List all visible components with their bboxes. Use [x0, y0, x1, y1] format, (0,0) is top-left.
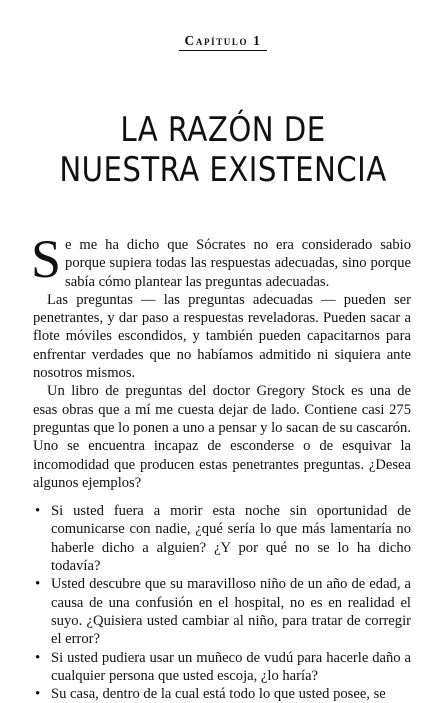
- list-item-text: Si usted pudiera usar un muñeco de vudú para hacerle daño a cualquier persona que usted escoja, ¿lo haría?: [51, 649, 411, 684]
- list-item: [33, 502, 411, 575]
- chapter-label-text: Capítulo 1: [179, 33, 268, 51]
- list-item-text: Su casa, dentro de la cual está todo lo que usted posee, se: [51, 686, 386, 703]
- list-item-text: Si usted fuera a morir esta noche sin oportunidad de comunicarse con nadie, ¿qué sería lo que más lamentaría no haberle dicho a alguien? ¿Y por qué no se lo ha dicho todavía?: [51, 503, 411, 575]
- paragraph-3: Un libro de preguntas del doctor Gregory Stock es una de esas obras que a mí me cuesta dejar de lado. Contiene casi 275 preguntas que lo ponen a uno a pensar y lo sacan de su cascarón. Uno se encuentra incapaz de esconderse o de esquivar la incomodidad que producen estas penetrantes preguntas. ¿Desea algunos ejemplos?: [33, 383, 411, 491]
- paragraph-1: [31, 229, 411, 291]
- body-text: [31, 229, 411, 703]
- paragraph-1-text: e me ha dicho que Sócrates no era considerado sabio porque supiera todas las respuestas adecuadas, sino porque sabía cómo plantear las preguntas adecuadas.: [65, 237, 411, 290]
- chapter-title-line-1: LA RAZÓN DE: [120, 110, 326, 150]
- bullet-icon: •: [35, 576, 41, 593]
- list-item: [33, 575, 411, 648]
- list-item: [33, 685, 411, 703]
- question-list: [33, 502, 411, 703]
- chapter-title: [31, 110, 415, 190]
- paragraph-2: Las preguntas — las preguntas adecuadas — pueden ser penetrantes, y dar paso a respuestas reveladoras. Pueden sacar a flote móviles escondidos, y también pueden capacitarnos para enfrentar verdades que no habíamos admitido ni siquiera ante nosotros mismos.: [33, 291, 411, 382]
- bullet-icon: •: [35, 686, 41, 703]
- list-item: [33, 649, 411, 686]
- bullet-icon: •: [35, 503, 41, 520]
- bullet-icon: •: [35, 649, 41, 666]
- list-item-text: Usted descubre que su maravilloso niño de un año de edad, a causa de una confusión en el hospital, no es en realidad el suyo. ¿Quisiera usted cambiar al niño, para tratar de corregir el error?: [51, 576, 411, 648]
- chapter-title-line-2: NUESTRA EXISTENCIA: [59, 150, 387, 190]
- chapter-label: [0, 32, 446, 51]
- drop-cap: S: [31, 229, 62, 289]
